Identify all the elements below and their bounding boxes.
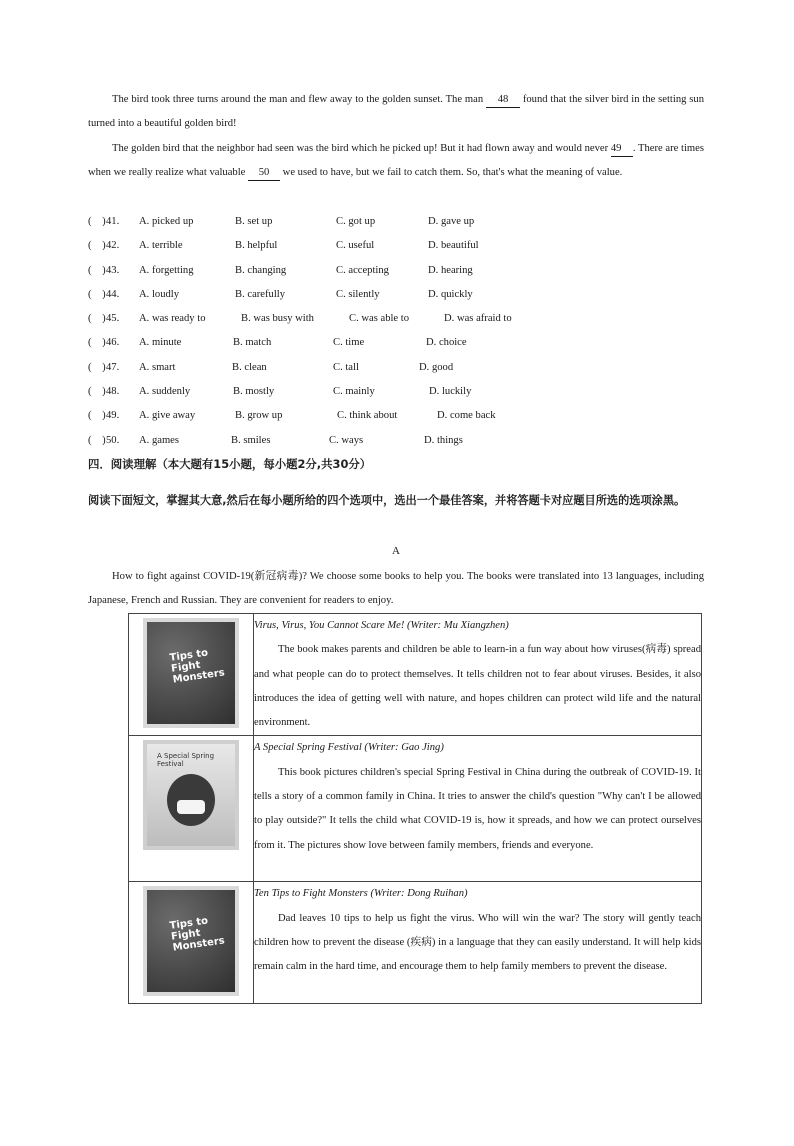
book-row	[129, 736, 702, 882]
option-a: A. smart	[139, 361, 176, 373]
option-a: A. was ready to	[139, 313, 206, 325]
question-number: 49.	[106, 410, 120, 422]
book-info-cell	[254, 882, 702, 1004]
option-d: D. beautiful	[428, 240, 479, 252]
option-row	[88, 307, 704, 331]
blank-48: 48	[486, 93, 520, 108]
question-number: 45.	[106, 313, 120, 325]
answer-bracket: ( )	[88, 361, 106, 373]
option-d: D. luckily	[429, 386, 472, 398]
book-title: A Special Spring Festival (Writer: Gao Jing)	[254, 742, 444, 754]
option-d: D. was afraid to	[444, 313, 512, 325]
option-c: C. got up	[336, 216, 376, 227]
question-number: 42.	[106, 240, 120, 252]
option-a: A. loudly	[139, 288, 180, 300]
option-d: D. quickly	[428, 288, 473, 300]
book-cover-image	[143, 618, 239, 728]
answer-bracket: ( )	[88, 313, 106, 325]
option-d: D. things	[424, 434, 463, 446]
option-c: C. mainly	[333, 386, 375, 398]
option-row	[88, 404, 704, 428]
option-row	[88, 429, 704, 453]
option-b: B. helpful	[235, 240, 278, 252]
section-title: 四．阅读理解（本大题有15小题，每小题2分,共30分）	[88, 457, 372, 471]
answer-bracket: ( )	[88, 240, 106, 252]
book-row	[129, 882, 702, 1004]
question-number: 46.	[106, 337, 120, 349]
face-mask	[177, 800, 205, 814]
option-b: B. grow up	[235, 410, 283, 422]
option-b: B. changing	[235, 264, 287, 276]
option-c: C. was able to	[349, 313, 410, 325]
book-description: This book pictures children's special Spring Festival in China during the outbreak of COVID-19. It tells a story of a common family in China. It tries to answer the child's question "Why can't I be allowed to play outside?" It tells the child what COVID-19 is, how it spreads, and how we can protect ourselves from it. The pictures show love between family members, friends and everyone.	[254, 766, 701, 851]
cloze-text: The golden bird that the neighbor had seen was the bird which he picked up! But it had flown away and would never	[112, 143, 609, 154]
cloze-text: we used to have, but we fail to catch them. So, that's what the meaning of value.	[282, 167, 623, 179]
option-b: B. set up	[235, 216, 273, 227]
books-table	[128, 613, 702, 1004]
book-cover-cell	[129, 882, 254, 1004]
book-description: The book makes parents and children be able to learn-in a fun way about how viruses(病毒) spread and what people can do to protect themselves. It tells children not to fear about viruses. Besides, it also introduces the idea of getting well with nature, and hopes children can protect wild life and the natural environment.	[254, 644, 701, 729]
option-row	[88, 283, 704, 307]
book-cover-cell	[129, 614, 254, 736]
option-b: B. was busy with	[241, 313, 314, 325]
option-a: A. forgetting	[139, 264, 194, 276]
option-a: A. picked up	[139, 216, 194, 227]
question-number: 43.	[106, 264, 120, 276]
cover-title: Tips to Fight Monsters	[169, 647, 226, 686]
option-b: B. clean	[232, 361, 267, 373]
question-number: 47.	[106, 361, 120, 373]
question-number: 50.	[106, 434, 120, 446]
option-row	[88, 380, 704, 404]
option-b: B. mostly	[233, 386, 275, 398]
book-title: Ten Tips to Fight Monsters (Writer: Dong Ruihan)	[254, 888, 468, 900]
cover-title: A Special Spring Festival	[157, 752, 215, 769]
option-c: C. useful	[336, 240, 375, 252]
option-row	[88, 356, 704, 380]
cloze-text: . There are times when we really realize what valuable	[88, 143, 704, 179]
answer-bracket: ( )	[88, 288, 106, 300]
option-c: C. tall	[333, 361, 359, 373]
option-b: B. smiles	[231, 434, 271, 446]
passage-intro: How to fight against COVID-19(新冠病毒)? We choose some books to help you. The books were translated into 13 languages, including Japanese, French and Russian. They are convenient for readers to enjoy.	[88, 571, 704, 607]
option-row	[88, 259, 704, 283]
cloze-paragraph-1	[88, 88, 704, 137]
cloze-paragraph-2	[88, 137, 704, 186]
blank-49: 49	[611, 142, 633, 157]
option-a: A. terrible	[139, 240, 183, 252]
option-d: D. hearing	[428, 264, 473, 276]
option-a: A. suddenly	[139, 386, 191, 398]
question-number: 41.	[106, 216, 120, 227]
options-list	[88, 210, 704, 453]
option-a: A. give away	[139, 410, 196, 422]
answer-bracket: ( )	[88, 386, 106, 398]
answer-bracket: ( )	[88, 337, 106, 349]
cloze-text: found that the silver bird in the setting sun turned into a beautiful golden bird!	[88, 94, 704, 130]
option-b: B. match	[233, 337, 272, 349]
option-b: B. carefully	[235, 288, 286, 300]
cover-title: Tips to Fight Monsters	[169, 916, 226, 955]
option-a: A. games	[139, 434, 180, 446]
book-title: Virus, Virus, You Cannot Scare Me! (Writer: Mu Xiangzhen)	[254, 620, 509, 631]
option-a: A. minute	[139, 337, 182, 349]
cloze-text: The bird took three turns around the man and flew away to the golden sunset. The man	[112, 94, 484, 105]
question-number: 44.	[106, 288, 120, 300]
answer-bracket: ( )	[88, 264, 106, 276]
option-row	[88, 210, 704, 234]
book-cover-image	[143, 740, 239, 850]
answer-bracket: ( )	[88, 216, 106, 227]
book-description: Dad leaves 10 tips to help us fight the virus. Who will win the war? The story will gently teach children how to prevent the disease (疾病) in a language that they can easily understand. It will help kids remain calm in the hard time, and encourage them to help family members to prevent the disease.	[254, 912, 701, 973]
blank-50: 50	[248, 166, 280, 181]
option-row	[88, 331, 704, 355]
passage-letter: A	[392, 545, 400, 557]
option-c: C. accepting	[336, 264, 389, 276]
book-info-cell	[254, 736, 702, 882]
section-instructions: 阅读下面短文，掌握其大意,然后在每小题所给的四个选项中，选出一个最佳答案，并将答题卡对应题目所选的选项涂黑。	[88, 494, 686, 507]
answer-bracket: ( )	[88, 434, 106, 446]
book-cover-image	[143, 886, 239, 996]
option-row	[88, 234, 704, 258]
option-c: C. time	[333, 337, 365, 349]
option-c: C. think about	[337, 410, 398, 422]
option-d: D. gave up	[428, 216, 475, 227]
option-d: D. good	[419, 361, 454, 373]
option-d: D. come back	[437, 410, 496, 422]
book-cover-cell	[129, 736, 254, 882]
book-row	[129, 614, 702, 736]
option-c: C. ways	[329, 434, 364, 446]
option-d: D. choice	[426, 337, 467, 349]
answer-bracket: ( )	[88, 410, 106, 422]
book-info-cell	[254, 614, 702, 736]
option-c: C. silently	[336, 288, 380, 300]
question-number: 48.	[106, 386, 120, 398]
